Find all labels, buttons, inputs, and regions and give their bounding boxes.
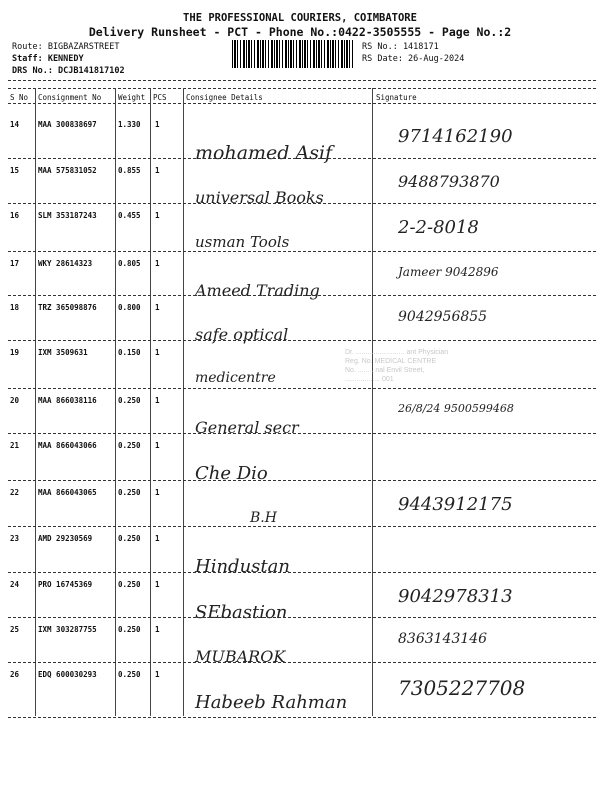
signature-handwriting: 8363143146 — [398, 631, 488, 647]
row-separator — [8, 662, 596, 663]
route-label: Route: BIGBAZARSTREET — [12, 42, 120, 52]
row-separator — [8, 617, 596, 618]
row-weight: 1.330 — [118, 120, 141, 129]
consignee-handwriting: B.H — [250, 510, 277, 526]
row-cons: PRO 16745369 — [38, 580, 93, 589]
row-sno: 25 — [10, 625, 20, 634]
row-pcs: 1 — [155, 259, 160, 268]
row-separator — [8, 251, 596, 252]
row-separator — [8, 295, 596, 296]
row-separator — [8, 526, 596, 527]
row-cons: IXM 303287755 — [38, 625, 97, 634]
row-cons: MAA 300838697 — [38, 120, 97, 129]
signature-handwriting: 9443912175 — [398, 494, 513, 515]
row-pcs: 1 — [155, 396, 160, 405]
consignee-handwriting: Ameed Trading — [195, 281, 320, 300]
row-separator — [8, 158, 596, 159]
row-pcs: 1 — [155, 580, 160, 589]
column-header: Weight — [118, 93, 146, 102]
row-sno: 22 — [10, 488, 20, 497]
row-sno: 16 — [10, 211, 20, 220]
column-divider — [35, 88, 36, 716]
row-sno: 18 — [10, 303, 20, 312]
rs-date-label: RS Date: 26-Aug-2024 — [362, 54, 465, 64]
rule-line — [8, 717, 596, 718]
signature-handwriting: 9488793870 — [398, 172, 500, 191]
row-pcs: 1 — [155, 488, 160, 497]
consignee-handwriting: medicentre — [195, 370, 276, 386]
signature-handwriting: 9042978313 — [398, 586, 513, 607]
row-cons: MAA 575831052 — [38, 166, 97, 175]
row-separator — [8, 340, 596, 341]
consignee-handwriting: safe optical — [195, 325, 289, 344]
row-pcs: 1 — [155, 120, 160, 129]
row-cons: MAA 866043066 — [38, 441, 97, 450]
column-divider — [115, 88, 116, 716]
row-separator — [8, 433, 596, 434]
rule-line — [8, 80, 596, 81]
row-weight: 0.250 — [118, 534, 141, 543]
row-cons: WKY 28614323 — [38, 259, 93, 268]
consignee-handwriting: MUBAROK — [195, 647, 286, 666]
row-separator — [8, 480, 596, 481]
row-pcs: 1 — [155, 441, 160, 450]
row-sno: 15 — [10, 166, 20, 175]
rule-line — [8, 103, 596, 104]
row-weight: 0.855 — [118, 166, 141, 175]
row-pcs: 1 — [155, 303, 160, 312]
column-header: Consignee Details — [186, 93, 263, 102]
row-sno: 14 — [10, 120, 20, 129]
column-divider — [372, 88, 373, 716]
row-sno: 17 — [10, 259, 20, 268]
row-sno: 19 — [10, 348, 20, 357]
row-weight: 0.805 — [118, 259, 141, 268]
row-cons: TRZ 365098876 — [38, 303, 97, 312]
row-separator — [8, 203, 596, 204]
row-weight: 0.250 — [118, 625, 141, 634]
row-weight: 0.250 — [118, 396, 141, 405]
row-pcs: 1 — [155, 211, 160, 220]
row-sno: 24 — [10, 580, 20, 589]
clinic-stamp: Dr. ......................... ant Physician Reg. No. MEDICAL CENTRE No. ........ nal Envil Street, .................. 001 — [345, 349, 449, 383]
signature-handwriting: 2-2-8018 — [398, 217, 479, 238]
row-weight: 0.150 — [118, 348, 141, 357]
row-weight: 0.250 — [118, 580, 141, 589]
consignee-handwriting: Che Dio — [195, 463, 268, 484]
signature-handwriting: Jameer 9042896 — [398, 265, 499, 279]
signature-handwriting: 9042956855 — [398, 309, 488, 325]
company-title: THE PROFESSIONAL COURIERS, COIMBATORE — [183, 12, 417, 24]
row-weight: 0.250 — [118, 670, 141, 679]
row-sno: 21 — [10, 441, 20, 450]
rs-no-label: RS No.: 1418171 — [362, 42, 439, 52]
consignee-handwriting: Habeeb Rahman — [195, 692, 348, 713]
staff-label: Staff: KENNEDY — [12, 54, 84, 64]
consignee-handwriting: mohamed Asif — [195, 142, 333, 164]
row-pcs: 1 — [155, 534, 160, 543]
row-pcs: 1 — [155, 166, 160, 175]
row-pcs: 1 — [155, 625, 160, 634]
row-pcs: 1 — [155, 670, 160, 679]
signature-handwriting: 9714162190 — [398, 126, 513, 147]
row-weight: 0.250 — [118, 441, 141, 450]
consignee-handwriting: General secr — [195, 418, 299, 437]
row-cons: SLM 353187243 — [38, 211, 97, 220]
runsheet-subtitle: Delivery Runsheet - PCT - Phone No.:0422-3505555 - Page No.:2 — [88, 25, 512, 39]
row-sno: 23 — [10, 534, 20, 543]
column-header: Signature — [376, 93, 417, 102]
row-weight: 0.250 — [118, 488, 141, 497]
consignee-handwriting: SEbastion — [195, 602, 288, 623]
column-header: S No — [10, 93, 29, 102]
consignee-handwriting: usman Tools — [195, 233, 290, 251]
row-cons: AMD 29230569 — [38, 534, 93, 543]
row-cons: IXM 3509631 — [38, 348, 88, 357]
column-divider — [183, 88, 184, 716]
signature-handwriting: 26/8/24 9500599468 — [398, 402, 514, 415]
rule-line — [8, 88, 596, 89]
consignee-handwriting: Hindustan — [195, 556, 290, 577]
row-weight: 0.800 — [118, 303, 141, 312]
column-divider — [150, 88, 151, 716]
row-cons: EDQ 600030293 — [38, 670, 97, 679]
signature-handwriting: 7305227708 — [398, 676, 526, 700]
row-pcs: 1 — [155, 348, 160, 357]
row-separator — [8, 572, 596, 573]
column-header: PCS — [153, 93, 167, 102]
row-weight: 0.455 — [118, 211, 141, 220]
row-sno: 20 — [10, 396, 20, 405]
column-header: Consignment No — [38, 93, 102, 102]
row-cons: MAA 866043065 — [38, 488, 97, 497]
drs-label: DRS No.: DCJB141817102 — [12, 66, 125, 76]
row-sno: 26 — [10, 670, 20, 679]
consignee-handwriting: universal Books — [195, 188, 324, 207]
barcode — [232, 40, 354, 68]
row-cons: MAA 866038116 — [38, 396, 97, 405]
